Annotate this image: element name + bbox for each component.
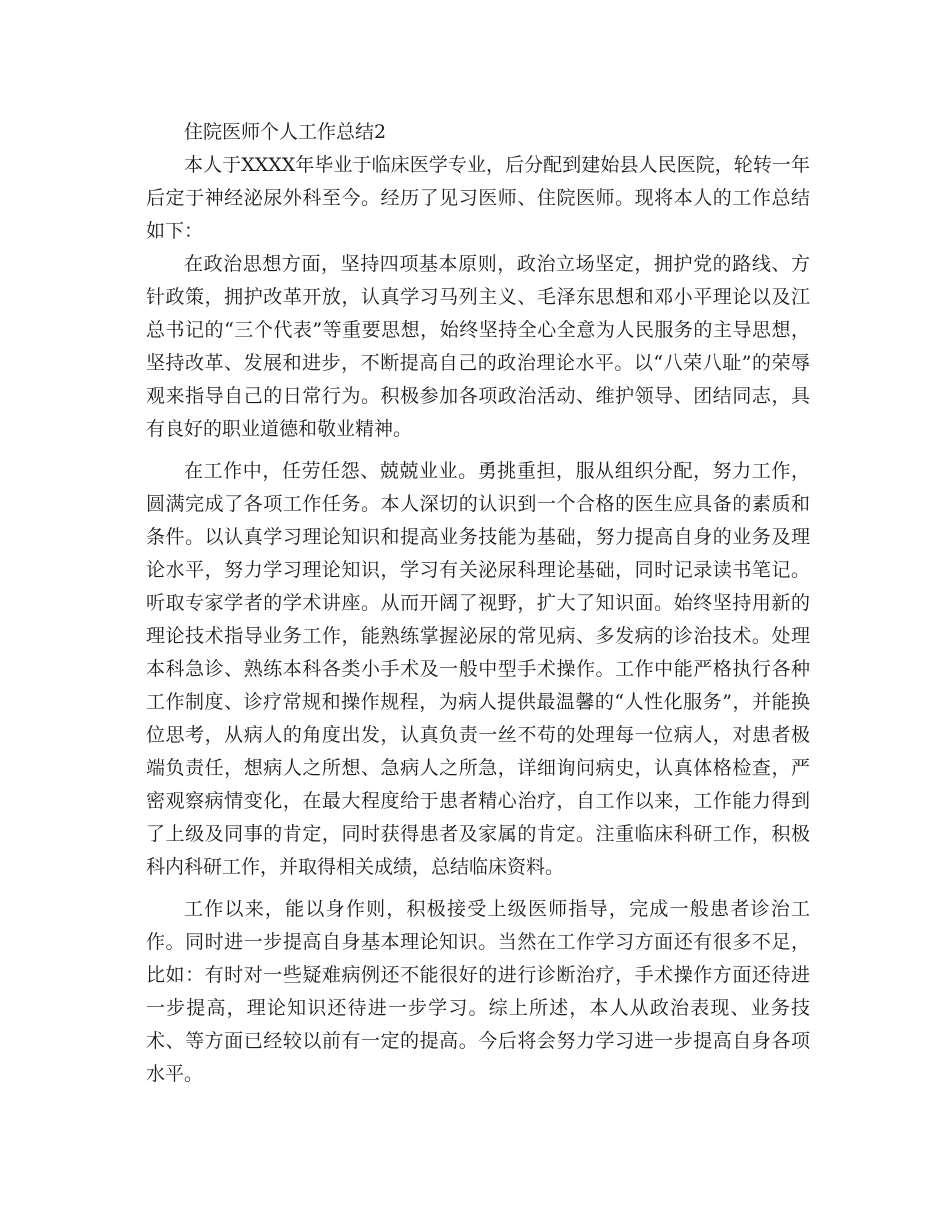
paragraph-intro: 本人于XXXX年毕业于临床医学专业，后分配到建始县人民医院，轮转一年后定于神经泌尿外科至今。经历了见习医师、住院医师。现将本人的工作总结如下： [146,154,810,242]
paragraph-political: 在政治思想方面，坚持四项基本原则，政治立场坚定，拥护党的路线、方针政策，拥护改革开放，认真学习马列主义、毛泽东思想和邓小平理论以及江总书记的“三个代表”等重要思想，始终坚持全心全意为人民服务的主导思想，坚持改革、发展和进步，不断提高自己的政治理论水平。以“八荣八耻”的荣辱观来指导自己的日常行为。积极参加各项政治活动、维护领导、团结同志，具有良好的职业道德和敬业精神。 [146,253,810,440]
paragraph-conclusion: 工作以来，能以身作则，积极接受上级医师指导，完成一般患者诊治工作。同时进一步提高自身基本理论知识。当然在工作学习方面还有很多不足，比如：有时对一些疑难病例还不能很好的进行诊断治疗，手术操作方面还待进一步提高，理论知识还待进一步学习。综上所述，本人从政治表现、业务技术、等方面已经较以前有一定的提高。今后将会努力学习进一步提高自身各项水平。 [146,898,810,1085]
document-title: 住院医师个人工作总结2 [184,121,387,143]
document-body [146,116,810,1091]
paragraph-work: 在工作中，任劳任怨、兢兢业业。勇挑重担，服从组织分配，努力工作，圆满完成了各项工作任务。本人深切的认识到一个合格的医生应具备的素质和条件。以认真学习理论知识和提高业务技能为基础，努力提高自身的业务及理论水平，努力学习理论知识，学习有关泌尿科理论基础，同时记录读书笔记。听取专家学者的学术讲座。从而开阔了视野，扩大了知识面。始终坚持用新的理论技术指导业务工作，能熟练掌握泌尿的常见病、多发病的诊治技术。处理本科急诊、熟练本科各类小手术及一般中型手术操作。工作中能严格执行各种工作制度、诊疗常规和操作规程，为病人提供最温馨的“人性化服务”，并能换位思考，从病人的角度出发，认真负责一丝不苟的处理每一位病人，对患者极端负责任，想病人之所想、急病人之所急，详细询问病史，认真体格检查，严密观察病情变化，在最大程度给于患者精心治疗，自工作以来，工作能力得到了上级及同事的肯定，同时获得患者及家属的肯定。注重临床科研工作，积极科内科研工作，并取得相关成绩，总结临床资料。 [146,460,810,878]
